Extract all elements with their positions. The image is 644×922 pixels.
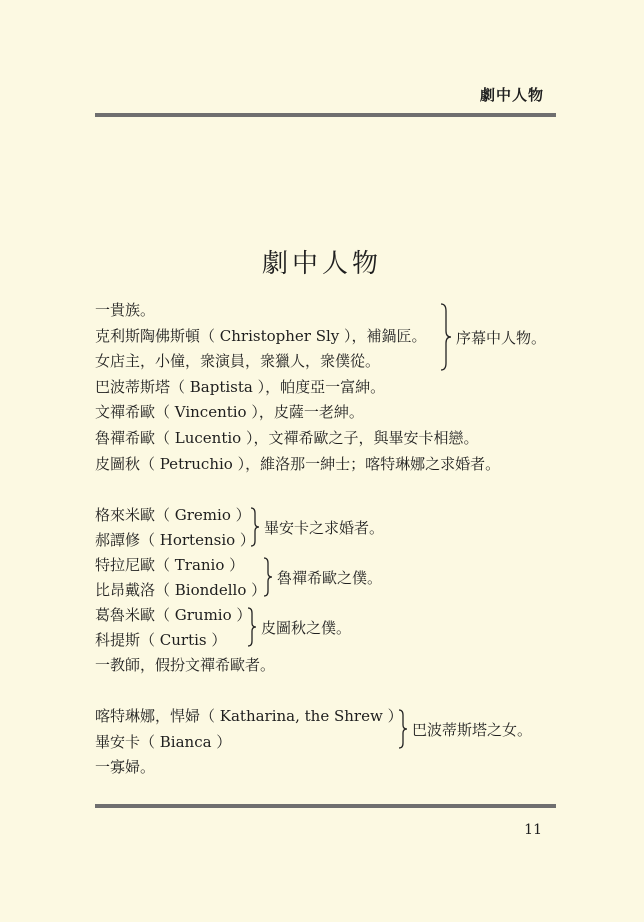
character-line: 女店主，小僮，衆演員，衆獵人，衆僕從。: [95, 352, 381, 370]
group-label: 序幕中人物。: [456, 328, 547, 347]
character-line: 一寡婦。: [95, 758, 156, 776]
character-line: 魯禪希歐（ Lucentio ），文禪希歐之子，與畢安卡相戀。: [95, 429, 479, 447]
group-label: 皮圖秋之僕。: [261, 618, 352, 637]
right-brace-icon: [263, 557, 273, 597]
brace-group-suitors: [250, 507, 384, 547]
character-line: 畢安卡（ Bianca ）: [95, 733, 232, 751]
character-line: 巴波蒂斯塔（ Baptista ），帕度亞一富紳。: [95, 378, 386, 396]
top-rule: [95, 113, 556, 117]
character-line: 一教師，假扮文禪希歐者。: [95, 656, 276, 674]
character-line: 比昂戴洛（ Biondello ）: [95, 581, 267, 599]
running-head: 劇中人物: [479, 86, 544, 104]
character-line: 科提斯（ Curtis ）: [95, 631, 227, 649]
bottom-rule: [95, 804, 556, 808]
brace-group-lucentio-servants: [263, 557, 382, 597]
character-line: 郝譚修（ Hortensio ）: [95, 531, 255, 549]
group-label: 巴波蒂斯塔之女。: [412, 720, 533, 739]
page-title: 劇中人物: [261, 249, 382, 279]
character-line: 特拉尼歐（ Tranio ）: [95, 556, 245, 574]
brace-group-petruchio-servants: [247, 607, 351, 647]
brace-group-baptista-daughters: [398, 709, 532, 749]
right-brace-icon: [250, 507, 260, 547]
character-line: 葛魯米歐（ Grumio ）: [95, 606, 252, 624]
page-number: 11: [524, 822, 542, 838]
character-line: 克利斯陶佛斯頓（ Christopher Sly ），補鍋匠。: [95, 327, 427, 345]
group-label: 魯禪希歐之僕。: [277, 568, 383, 587]
right-brace-icon: [247, 607, 257, 647]
brace-group-prologue: [440, 303, 546, 371]
right-brace-icon: [398, 709, 408, 749]
character-line: 一貴族。: [95, 301, 156, 319]
character-line: 皮圖秋（ Petruchio ），維洛那一紳士；喀特琳娜之求婚者。: [95, 455, 501, 473]
character-line: 格來米歐（ Gremio ）: [95, 506, 251, 524]
character-line: 文禪希歐（ Vincentio ），皮薩一老紳。: [95, 403, 364, 421]
character-line: 喀特琳娜，悍婦（ Katharina, the Shrew ）: [95, 707, 403, 725]
right-brace-icon: [440, 303, 452, 371]
group-label: 畢安卡之求婚者。: [264, 518, 385, 537]
